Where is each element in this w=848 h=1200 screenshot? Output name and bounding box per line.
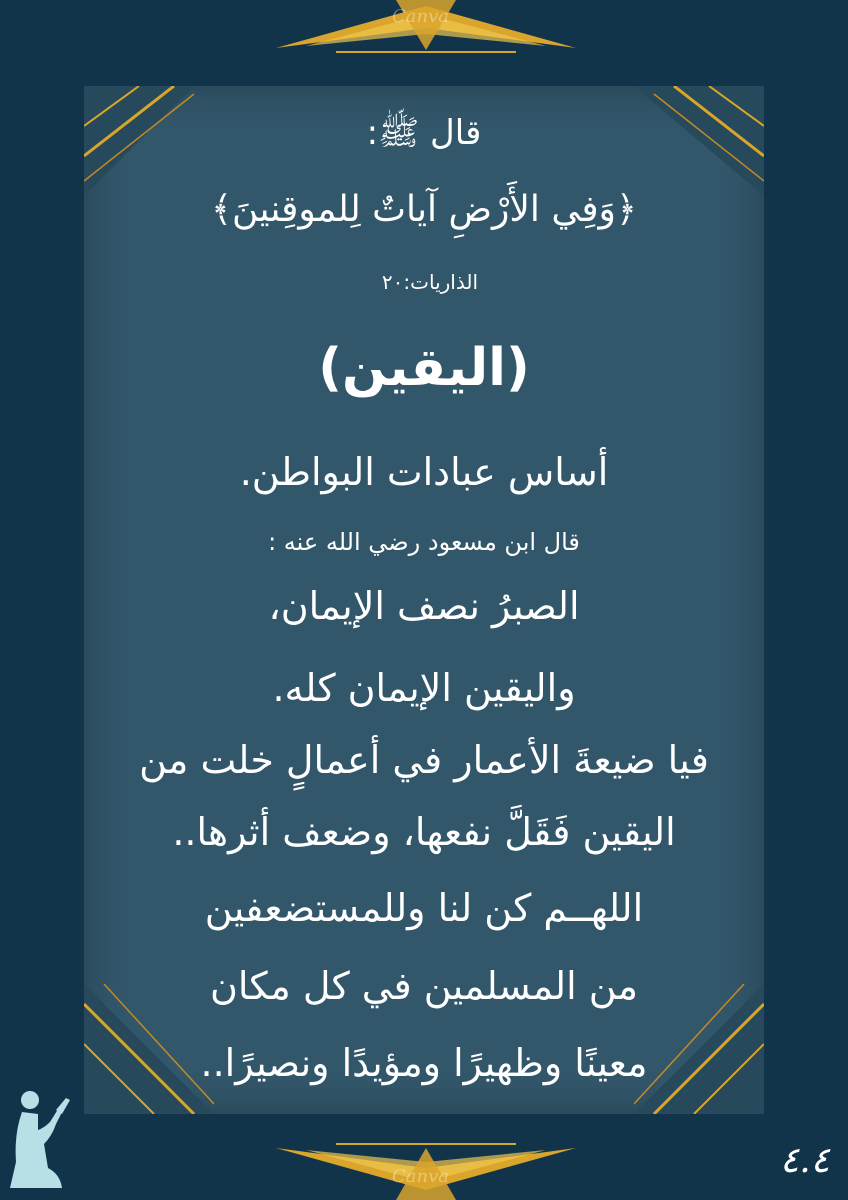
quran-verse: ﴿وَفِي الأَرْضِ آياتٌ لِلموقِنينَ﴾ [210,189,638,230]
body-line-4: من المسلمين في كل مكان [209,964,639,1008]
body-line-3: اللهــم كن لنا وللمستضعفين [204,886,644,930]
body-line-2: اليقين فَقَلَّ نفعها، وضعف أثرها.. [172,810,676,854]
verse-reference: الذاريات:٢٠ [381,270,478,294]
body-line-1: فيا ضيعةَ الأعمار في أعمالٍ خلت من [139,738,709,782]
quote-line-2: واليقين الإيمان كله. [272,666,576,710]
bottom-watermark: Canva [392,1166,449,1187]
top-watermark: Canva [392,6,449,27]
praying-person-icon [0,1084,80,1196]
text-content [84,86,764,1114]
qal-line: قال ﷺ: [366,113,482,153]
basis-line: أساس عبادات البواطن. [239,450,609,494]
body-line-5: معينًا وظهيرًا ومؤيدًا ونصيرًا.. [200,1041,648,1085]
page-title: (اليقين) [318,338,530,398]
quote-line-1: الصبرُ نصف الإيمان، [268,584,580,628]
ibn-masud-attribution: قال ابن مسعود رضي الله عنه : [268,528,580,556]
corner-mark: ٤.٤ [779,1140,830,1181]
